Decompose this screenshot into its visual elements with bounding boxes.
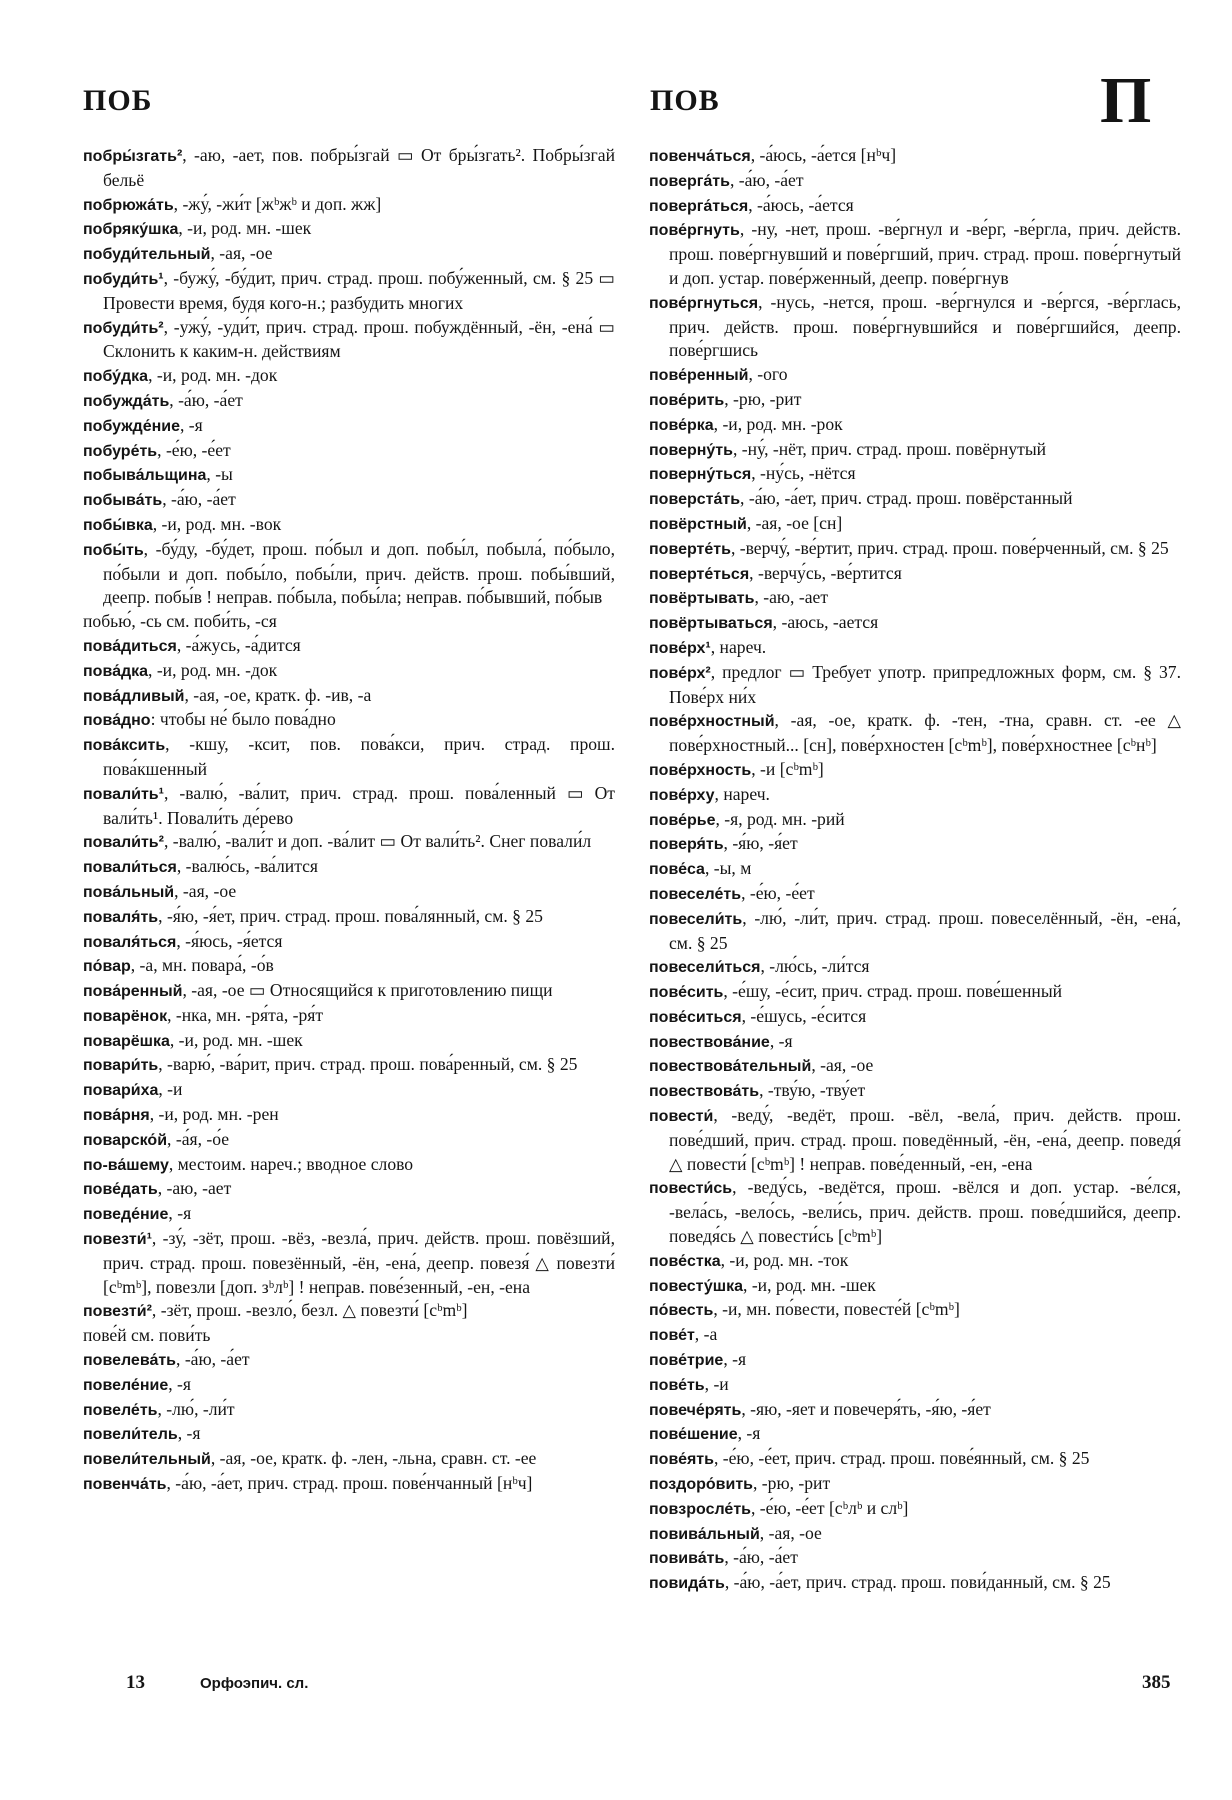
dictionary-entry [83, 1177, 615, 1202]
headword: по́весть [649, 1302, 714, 1320]
headword: пове́сить [649, 984, 724, 1002]
dictionary-entry [83, 389, 615, 414]
entry-definition: , местоим. нареч.; вводное слово [168, 1153, 414, 1174]
section-letter: П [1100, 64, 1152, 137]
entry-definition: , -бужу́, -бу́дит, прич. страд. прош. побу́женный, см. § 25 ▭ Провести время, будя кого-н.; разбудить многих [103, 267, 615, 313]
headword: поварёшка [83, 1032, 170, 1050]
entry-definition: , -ая, -ое ▭ Относящийся к приготовлению пищи [182, 980, 553, 1001]
dictionary-entry [83, 1373, 615, 1398]
entry-definition: , -е́шусь, -е́сится [741, 1005, 867, 1026]
entry-definition: , -а́ю, -а́ет [176, 1349, 250, 1370]
headword: повесели́ть [649, 910, 743, 928]
headword: по-ва́шему [83, 1156, 169, 1174]
headword: повива́льный [649, 1525, 760, 1543]
dictionary-entry [83, 905, 615, 930]
dictionary-entry [83, 1078, 615, 1103]
entry-definition: , -ы, м [704, 858, 752, 879]
headword: повезти́¹ [83, 1231, 152, 1249]
dictionary-entry [649, 194, 1181, 219]
headword: пова́ренный [83, 983, 183, 1001]
entry-definition: , -е́ю, -е́ет [157, 439, 231, 460]
entry-definition: , -ая, -ое [759, 1522, 822, 1543]
entry-definition: , -ну́, -нёт, прич. страд. прош. повёрнутый [732, 438, 1047, 459]
headword: побры́згать² [83, 148, 183, 165]
dictionary-entry [649, 487, 1181, 512]
dictionary-entry [83, 855, 615, 880]
headword: пова́ксить [83, 737, 166, 755]
entry-definition: , -я [723, 1349, 747, 1370]
headword: повествова́ние [649, 1033, 770, 1051]
headword: повеле́ть [83, 1401, 158, 1419]
dictionary-entry [83, 782, 615, 831]
dictionary-entry [83, 1202, 615, 1227]
dictionary-entry [83, 880, 615, 905]
entry-definition: , -ая, -ое [811, 1055, 874, 1076]
entry-definition: , -я [180, 414, 203, 435]
dictionary-entry [83, 364, 615, 389]
entry-definition: , -варю́, -ва́рит, прич. страд. прош. пова́ренный, см. § 25 [158, 1054, 578, 1075]
dictionary-entry [83, 733, 615, 782]
entry-definition: , -валю́сь, -ва́лится [176, 856, 319, 877]
entry-definition: , -а́ю, -а́ет [162, 489, 236, 510]
headword: побрюжа́ть [83, 196, 174, 214]
entry-definition: , -веду́, -ведёт, прош. -вёл, -вела́, прич. действ. прош. пове́дший, прич. страд. прош. поведённый, -ён, -ена́, деепр. поведя́ △ повести́ [cᵇmᵇ] ! неправ. пове́денный, -ен, -ена [669, 1105, 1181, 1174]
headword: пове́рка [649, 416, 714, 434]
dictionary-entry [649, 413, 1181, 438]
headword: поваля́ться [83, 933, 177, 951]
dictionary-entry [649, 1054, 1181, 1079]
headword: пова́диться [83, 637, 177, 655]
dictionary-entry [649, 907, 1181, 956]
headword: повали́ть¹ [83, 785, 164, 803]
headword: пова́дно [83, 712, 151, 730]
entry-definition: , -и [158, 1079, 183, 1100]
sheet-title: Орфоэпич. сл. [200, 1675, 309, 1692]
dictionary-entry [649, 1249, 1181, 1274]
headword: пове́шение [649, 1426, 738, 1444]
dictionary-entry [649, 955, 1181, 980]
dictionary-entry [649, 1497, 1181, 1522]
dictionary-entry [83, 193, 615, 218]
dictionary-entry [83, 708, 615, 733]
dictionary-entry [83, 242, 615, 267]
entry-definition: , -и [cᵇmᵇ] [751, 758, 824, 779]
headword: пова́рня [83, 1107, 150, 1125]
entry-definition: , -аю, -ает [157, 1178, 232, 1199]
dictionary-entry [649, 832, 1181, 857]
entry-definition: , -и, род. мн. -шек [743, 1274, 876, 1295]
dictionary-entry [649, 709, 1181, 758]
entry-definition: , -зёт, прош. -везло́, безл. △ повезти́ [cᵇmᵇ] [151, 1300, 468, 1321]
dictionary-entry [83, 979, 615, 1004]
entry-definition: , -а, мн. повара́, -о́в [130, 955, 274, 976]
entry-definition: , -я, род. мн. -рий [715, 808, 845, 829]
dictionary-entry [649, 1176, 1181, 1248]
headword: повезти́² [83, 1303, 152, 1321]
headword: пове́дать [83, 1181, 158, 1199]
dictionary-entry [649, 758, 1181, 783]
dictionary-entry [83, 538, 615, 610]
entry-definition: , -и, род. мн. -ток [720, 1249, 849, 1270]
headword: побу́дка [83, 368, 149, 386]
headword: повеселе́ть [649, 885, 742, 903]
headword: повести́ [649, 1108, 714, 1126]
page-number: 385 [1142, 1672, 1171, 1693]
entry-definition: , -нка, мн. -ря́та, -ря́т [167, 1004, 324, 1025]
dictionary-entry [83, 1004, 615, 1029]
entry-definition: , -валю́, -ва́лит, прич. страд. прош. пова́ленный ▭ От вали́ть¹. Повали́ть де́рево [103, 782, 615, 828]
headword: побыва́ть [83, 492, 163, 510]
headword: повествова́тельный [649, 1058, 812, 1076]
sheet-number: 13 [126, 1672, 145, 1693]
entry-definition: , -а́жусь, -а́дится [176, 634, 301, 655]
entry-definition: , нареч. [710, 636, 767, 657]
dictionary-entry [649, 1373, 1181, 1398]
dictionary-entry [83, 267, 615, 316]
headword: повесели́ться [649, 959, 761, 977]
headword: пове́ять [649, 1451, 714, 1469]
headword: пове́ть [649, 1376, 705, 1394]
entry-definition: , -валю́, -вали́т и доп. -ва́лит ▭ От вали́ть². Снег повали́л [163, 831, 592, 852]
headword: пове́рить [649, 391, 725, 409]
headword: пове́стка [649, 1252, 721, 1270]
headword: пове́т [649, 1327, 695, 1345]
entry-definition: , -жу́, -жи́т [жᵇжᵇ и доп. жж] [173, 193, 382, 214]
entry-definition: , -я́ю, -я́ет [723, 833, 798, 854]
headword: повелева́ть [83, 1352, 177, 1370]
dictionary-entry [83, 634, 615, 659]
headword: пове́рье [649, 811, 716, 829]
entry-definition: , -лю́сь, -ли́тся [760, 956, 870, 977]
entry-definition: , -я́ю, -я́ет, прич. страд. прош. пова́лянный, см. § 25 [158, 905, 543, 926]
dictionary-entry [649, 388, 1181, 413]
headword: пове́рх¹ [649, 639, 711, 657]
headword: побы́вка [83, 516, 153, 534]
dictionary-entry [649, 291, 1181, 363]
dictionary-entry [83, 1153, 615, 1178]
headword: по́вар [83, 958, 131, 976]
dictionary-entry [649, 1447, 1181, 1472]
headword: пове́ренный [649, 367, 749, 385]
headword: поверста́ть [649, 491, 741, 509]
dictionary-entry [649, 438, 1181, 463]
entry-definition: , -кшу, -ксит, пов. пова́кси, прич. страд. прош. пова́кшенный [103, 734, 615, 779]
headword: пове́ситься [649, 1008, 742, 1026]
headword: повели́тель [83, 1426, 178, 1444]
headword: пове́ргнуть [649, 222, 740, 240]
entry-definition: , -а́ю, -а́ет, прич. страд. прош. пове́нчанный [нᵇч] [166, 1473, 533, 1494]
dictionary-entry [649, 562, 1181, 587]
dictionary-entry [649, 537, 1181, 562]
entry-definition: , -а́ю, -а́ет [729, 169, 804, 190]
headword: пове́трие [649, 1352, 724, 1370]
right-column [649, 144, 1181, 1596]
entry-definition: , -бу́ду, -бу́дет, прош. по́был и доп. побы́л, побыла́, по́было, по́были и доп. побы́ло, побы́ли, прич. действ. прош. побы́вший, деепр. побы́в ! неправ. по́была, побы́ла; неправ. по́бывший, по́быв [103, 538, 615, 608]
entry-definition: , -е́ю, -е́ет [cᵇлᵇ и слᵇ] [750, 1497, 909, 1518]
dictionary-entry [649, 1274, 1181, 1299]
entry-definition: , -а́ю, -а́ет [724, 1547, 798, 1568]
dictionary-entry [649, 857, 1181, 882]
entry-definition: , нареч. [714, 783, 770, 804]
entry-definition: , -веду́сь, -ведётся, прош. -вёлся и доп. устар. -ве́лся, -вела́сь, -вело́сь, -вели́сь, прич. действ. прош. пове́дшийся, деепр. поведя́сь △ повести́сь [cᵇmᵇ] [669, 1177, 1181, 1247]
entry-definition: пове́й см. пови́ть [83, 1325, 211, 1346]
entry-definition: , -и, род. мн. -вок [152, 513, 282, 534]
headword: поведе́ние [83, 1206, 169, 1224]
entry-definition: , -а́я, -о́е [167, 1128, 230, 1149]
entry-definition: , -е́ю, -е́ет, прич. страд. прош. пове́янный, см. § 25 [713, 1448, 1090, 1469]
entry-definition: , -я [737, 1423, 761, 1444]
headword: повари́ха [83, 1082, 159, 1100]
entry-definition: , -ая, -ое, кратк. ф. -лен, -льна, сравн. ст. -ее [210, 1448, 537, 1469]
dictionary-entry [83, 513, 615, 538]
headword: поварёнок [83, 1007, 168, 1025]
entry-definition: , -ы [206, 464, 233, 485]
left-column [83, 144, 615, 1497]
headword: поверте́ться [649, 565, 750, 583]
headword: пове́рхность [649, 761, 752, 779]
entry-definition: , -е́ю, -е́ет [741, 882, 815, 903]
headword: повзросле́ть [649, 1500, 751, 1518]
dictionary-entry [649, 144, 1181, 169]
dictionary-entry [649, 1104, 1181, 1176]
entry-definition: , -аю, -ает, пов. побры́згай ▭ От бры́згать². Побры́згай бельё [103, 145, 615, 190]
dictionary-entry [649, 218, 1181, 290]
dictionary-entry [649, 661, 1181, 710]
entry-definition: , -ая, -ое [210, 243, 273, 264]
dictionary-entry [83, 1299, 615, 1324]
headword: повенча́ться [649, 148, 751, 165]
entry-definition: , -нусь, -нется, прош. -ве́ргнулся и -ве́ргся, -ве́рглась, прич. действ. прош. пове́ргнувшийся и пове́ргшийся, деепр. пове́ргшись [669, 291, 1181, 361]
entry-definition: , -и, род. мн. -рок [713, 413, 843, 434]
dictionary-entry [83, 610, 615, 634]
headword: повёрстный [649, 515, 747, 533]
dictionary-entry [649, 1298, 1181, 1323]
dictionary-entry [83, 684, 615, 709]
dictionary-entry [649, 1348, 1181, 1373]
dictionary-entry [649, 808, 1181, 833]
headword: повенча́ть [83, 1476, 167, 1494]
dictionary-entry [83, 659, 615, 684]
dictionary-entry [649, 1522, 1181, 1547]
entry-definition: , -верчу́сь, -ве́ртится [749, 562, 902, 583]
headword: повива́ть [649, 1550, 725, 1568]
dictionary-entry [649, 586, 1181, 611]
entry-definition: , -я [177, 1423, 201, 1444]
dictionary-entry [83, 1128, 615, 1153]
entry-definition: , -и, род. мн. -шек [178, 218, 312, 239]
headword: повествова́ть [649, 1083, 760, 1101]
headword: повёртываться [649, 615, 773, 633]
entry-definition: , -я [769, 1030, 793, 1051]
entry-definition: , -ну́сь, -нётся [751, 463, 856, 484]
dictionary-entry [83, 463, 615, 488]
headword: пова́льный [83, 883, 175, 901]
headword: повести́сь [649, 1180, 733, 1198]
headword: повари́ть [83, 1057, 159, 1075]
headword: поваля́ть [83, 908, 159, 926]
entry-definition: , -а́ю, -а́ет, прич. страд. прош. пови́данный, см. § 25 [724, 1572, 1111, 1593]
dictionary-entry [83, 217, 615, 242]
entry-definition: , -я́юсь, -я́ется [176, 930, 283, 951]
headword: пове́рху [649, 786, 715, 804]
entry-definition: , -и [704, 1373, 729, 1394]
entry-definition: , -рю, -рит [753, 1473, 831, 1494]
headword: пове́рх² [649, 664, 711, 682]
headword: побужде́ние [83, 417, 180, 435]
left-guide-word: ПОБ [83, 84, 153, 117]
dictionary-entry [83, 1422, 615, 1447]
dictionary-entry [649, 169, 1181, 194]
dictionary-entry [83, 1029, 615, 1054]
dictionary-entry [83, 1398, 615, 1423]
entry-definition: , -и, род. мн. -шек [169, 1029, 303, 1050]
headword: поверга́ться [649, 197, 749, 215]
headword: побуди́ть² [83, 319, 164, 337]
dictionary-entry [649, 783, 1181, 808]
headword: повели́тельный [83, 1451, 211, 1469]
dictionary-entry [83, 144, 615, 193]
dictionary-entry [649, 611, 1181, 636]
dictionary-entry [649, 363, 1181, 388]
dictionary-entry [649, 636, 1181, 661]
entry-definition: : чтобы не́ было пова́дно [150, 709, 336, 730]
entry-definition: , -ая, -ое [174, 880, 237, 901]
headword: поверте́ть [649, 540, 731, 558]
entry-definition: , -я [168, 1373, 191, 1394]
dictionary-entry [649, 882, 1181, 907]
headword: повёртывать [649, 590, 755, 608]
entry-definition: , -ая, -ое, кратк. ф. -ив, -а [184, 684, 372, 705]
entry-definition: , -ая, -ое, кратк. ф. -тен, -тна, сравн. ст. -ее △ пове́рхностный... [сн], пове́рхностен [cᵇmᵇ], пове́рхностнее [cᵇнᵇ] [669, 710, 1181, 756]
headword: побуре́ть [83, 442, 158, 460]
dictionary-entry [83, 439, 615, 464]
headword: поверну́ть [649, 441, 733, 459]
headword: поверя́ть [649, 836, 724, 854]
dictionary-entry [83, 488, 615, 513]
entry-definition: , -и, род. мн. -док [148, 365, 278, 386]
headword: пове́ргнуться [649, 294, 759, 312]
entry-definition: , -аюсь, -ается [772, 612, 879, 633]
entry-definition: , -аю, -ает [754, 587, 829, 608]
entry-definition: , -а́юсь, -а́ется [748, 194, 854, 215]
entry-definition: , предлог ▭ Требует употр. припредложных форм, см. § 37. Пове́рх ни́х [669, 661, 1181, 707]
dictionary-entry [649, 1472, 1181, 1497]
dictionary-entry [83, 316, 615, 365]
headword: повече́рять [649, 1401, 742, 1419]
dictionary-entry [649, 1323, 1181, 1348]
dictionary-entry [649, 1005, 1181, 1030]
entry-definition: , -а [694, 1324, 718, 1345]
entry-definition: , -ужу́, -уди́т, прич. страд. прош. побуждённый, -ён, -ена́ ▭ Склонить к каким-н. действиям [103, 316, 615, 362]
entry-definition: , -зу́, -зёт, прош. -вёз, -везла́, прич. действ. прош. повёзший, прич. страд. прош. повезённый, -ён, -ена́, деепр. повезя́ △ повезти́ [cᵇmᵇ], повезли [доп. зᵇлᵇ] ! неправ. пове́зенный, -ен, -ена [103, 1228, 615, 1297]
headword: пове́рхностный [649, 713, 775, 731]
entry-definition: побью́, -сь см. поби́ть, -ся [83, 611, 277, 632]
headword: поздоро́вить [649, 1476, 753, 1494]
entry-definition: , -верчу́, -ве́ртит, прич. страд. прош. пове́рченный, см. § 25 [730, 537, 1169, 558]
headword: побужда́ть [83, 392, 170, 410]
dictionary-entry [649, 1422, 1181, 1447]
entry-definition: , -и, род. мн. -рен [149, 1104, 279, 1125]
dictionary-entry [83, 1348, 615, 1373]
headword: побуди́тельный [83, 246, 211, 264]
dictionary-entry [83, 1103, 615, 1128]
entry-definition: , -а́юсь, -а́ется [нᵇч] [750, 145, 897, 165]
headword: повида́ть [649, 1575, 725, 1593]
entry-definition: , -я [168, 1203, 192, 1224]
dictionary-entry [83, 1324, 615, 1348]
headword: повали́ться [83, 859, 177, 877]
entry-definition: , -лю́, -ли́т [157, 1398, 235, 1419]
dictionary-entry [83, 930, 615, 955]
dictionary-entry [83, 1053, 615, 1078]
dictionary-entry [83, 1472, 615, 1497]
entry-definition: , -лю́, -ли́т, прич. страд. прош. повеселённый, -ён, -ена́, см. § 25 [669, 907, 1181, 953]
entry-definition: , -ну, -нет, прош. -ве́ргнул и -ве́рг, -ве́ргла, прич. действ. прош. пове́ргнувший и пове́ргший, прич. страд. прош. пове́ргнутый и доп. устар. пове́рженный, деепр. пове́ргнув [669, 219, 1181, 288]
right-guide-word: ПОВ [650, 84, 720, 117]
entry-definition: , -а́ю, -а́ет, прич. страд. прош. повёрстанный [740, 488, 1073, 509]
dictionary-entry [83, 414, 615, 439]
dictionary-entry [649, 1079, 1181, 1104]
dictionary-entry [83, 830, 615, 855]
dictionary-entry [649, 1571, 1181, 1596]
headword: пове́са [649, 861, 705, 879]
headword: побуди́ть¹ [83, 270, 164, 288]
headword: повеле́ние [83, 1376, 169, 1394]
headword: поверну́ться [649, 466, 752, 484]
entry-definition: , -яю, -яет и повечеря́ть, -я́ю, -я́ет [741, 1398, 991, 1419]
headword: побы́ть [83, 541, 144, 559]
entry-definition: , -ая, -ое [сн] [746, 512, 843, 533]
entry-definition: , -тву́ю, -тву́ет [759, 1080, 866, 1101]
headword: поверга́ть [649, 172, 730, 190]
dictionary-entry [83, 954, 615, 979]
dictionary-entry [649, 512, 1181, 537]
entry-definition: , -а́ю, -а́ет [169, 389, 243, 410]
entry-definition: , -и, род. мн. -док [148, 659, 278, 680]
dictionary-entry [649, 980, 1181, 1005]
dictionary-entry [83, 1447, 615, 1472]
dictionary-entry [649, 1398, 1181, 1423]
dictionary-entry [649, 1546, 1181, 1571]
headword: повесту́шка [649, 1277, 744, 1295]
headword: пова́дливый [83, 687, 185, 705]
dictionary-entry [649, 462, 1181, 487]
headword: пова́дка [83, 662, 149, 680]
entry-definition: , -рю, -рит [724, 388, 802, 409]
headword: поварско́й [83, 1131, 168, 1149]
headword: повали́ть² [83, 834, 164, 852]
dictionary-entry [649, 1030, 1181, 1055]
entry-definition: , -ого [748, 364, 788, 385]
headword: побряку́шка [83, 221, 179, 239]
headword: побыва́льщина [83, 467, 207, 485]
dictionary-entry [83, 1227, 615, 1299]
entry-definition: , -е́шу, -е́сит, прич. страд. прош. пове́шенный [723, 981, 1063, 1002]
entry-definition: , -и, мн. по́вести, повесте́й [cᵇmᵇ] [713, 1299, 960, 1320]
